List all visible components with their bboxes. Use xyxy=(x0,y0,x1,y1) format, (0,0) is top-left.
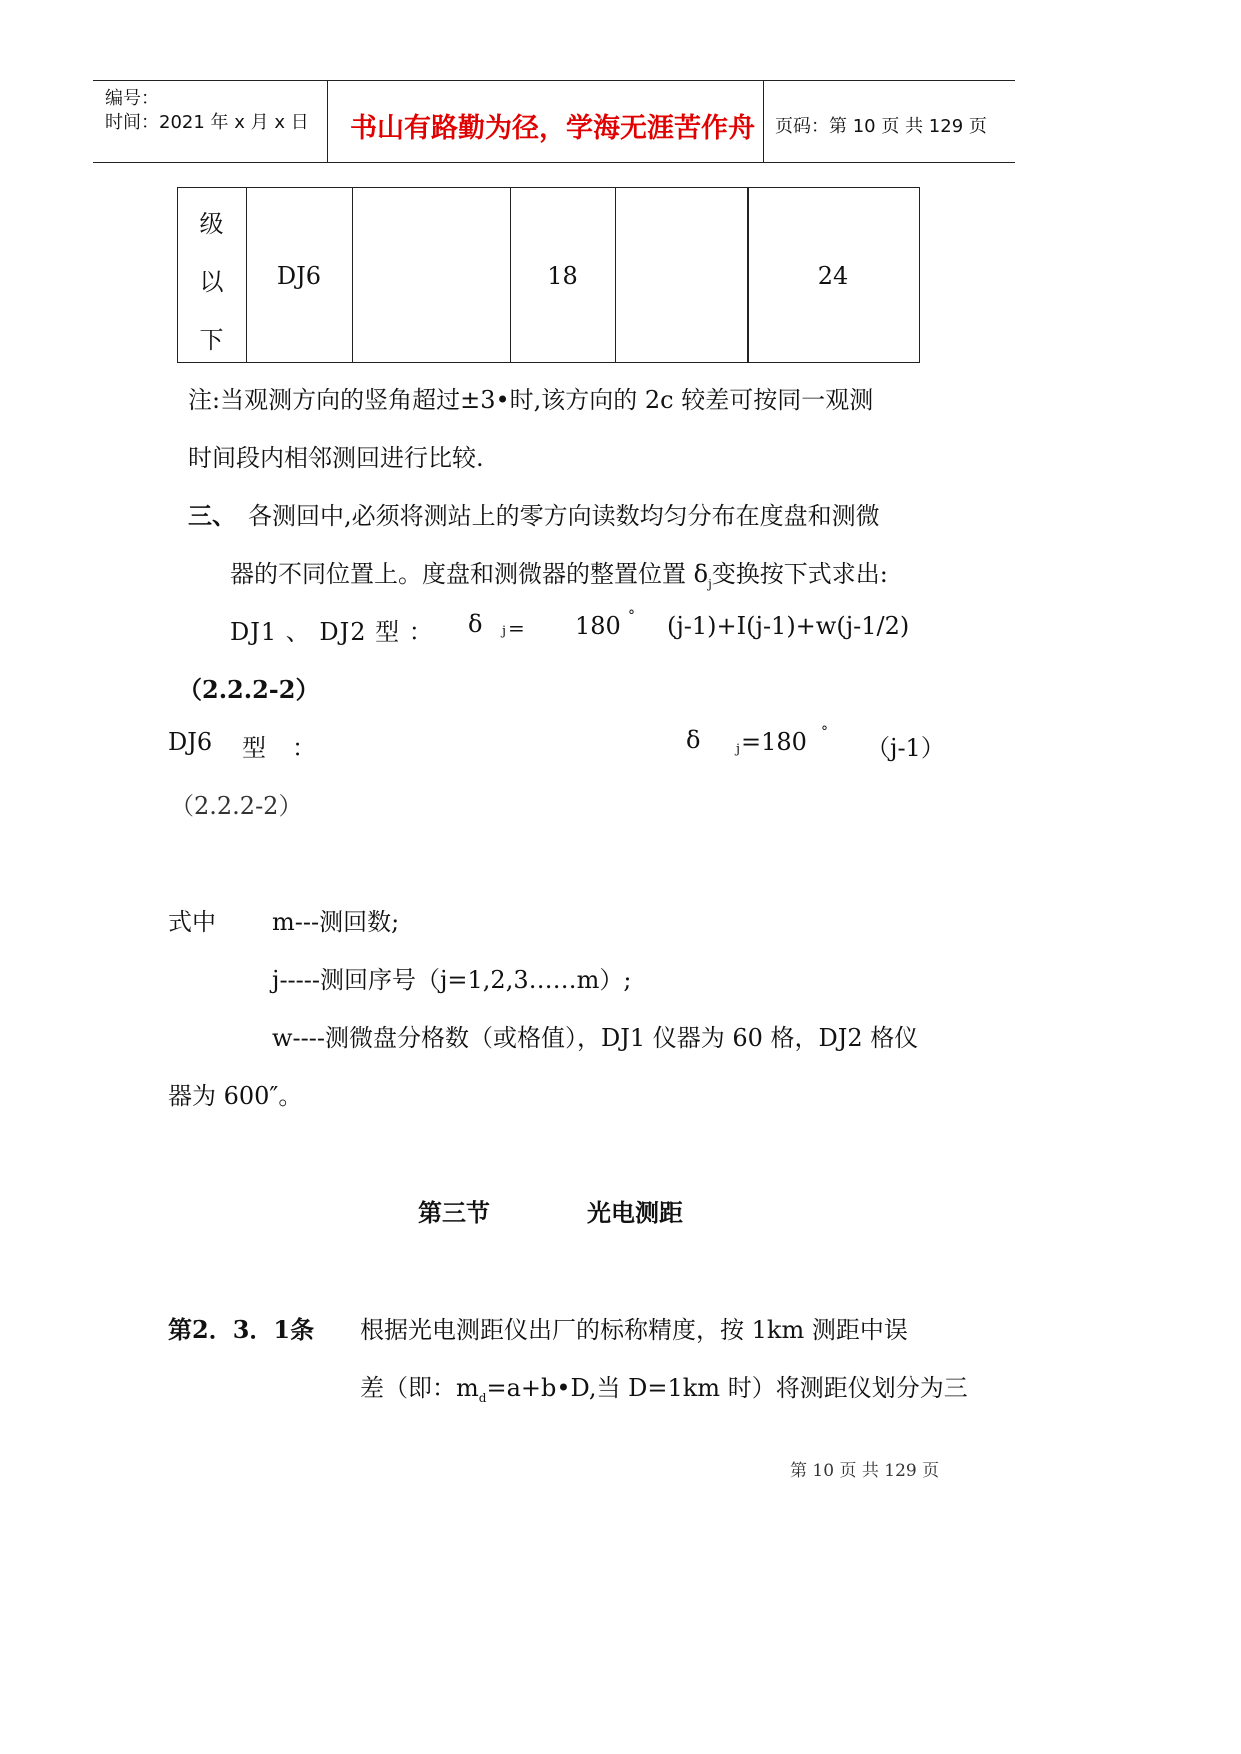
table-cell-value: 18 xyxy=(547,262,578,290)
where-m: m---测回数; xyxy=(272,908,400,936)
article-line-2-post: =a+b•D,当 D=1km 时）将测距仪划分为三 xyxy=(486,1374,968,1402)
formula2-delta: δ xyxy=(686,726,701,754)
table-cell-grade-1: 级 xyxy=(199,210,224,238)
formula2-value: =180 xyxy=(741,728,807,756)
table-cell-grade-2: 以 xyxy=(199,268,224,296)
where-w-line-2: 器为 600″。 xyxy=(168,1082,303,1110)
section-title: 光电测距 xyxy=(587,1198,683,1227)
formula2-degree: ° xyxy=(821,724,828,740)
article-line-2-pre: 差（即：m xyxy=(360,1374,479,1402)
note-line-2: 时间段内相邻测回进行比较. xyxy=(188,444,484,472)
section-number: 第三节 xyxy=(418,1198,490,1227)
table-col-border xyxy=(352,187,353,362)
item3-number: 三、 xyxy=(188,501,236,530)
note-line-1: 注:当观测方向的竖角超过±3•时,该方向的 2c 较差可按同一观测 xyxy=(188,386,874,414)
item3-line-2-sub: j xyxy=(708,577,712,591)
article-line-2 xyxy=(360,1368,968,1403)
table-cell-value: 24 xyxy=(817,262,849,290)
header-divider-right xyxy=(763,80,764,162)
formula1-degree: ° xyxy=(628,608,635,624)
header-top-rule xyxy=(93,80,1015,81)
item3-line-2-post: 变换按下式求出: xyxy=(711,560,888,588)
formula1-value: 180 xyxy=(575,612,621,640)
header-time-label: 时间：2021 年 x 月 x 日 xyxy=(105,112,309,133)
formula2-type-char: 型 xyxy=(242,734,266,762)
formula2-sub: j xyxy=(736,742,741,757)
formula1-eq: = xyxy=(508,616,525,640)
header-motto: 书山有路勤为径，学海无涯苦作舟 xyxy=(350,113,755,144)
table-top-border xyxy=(177,187,920,188)
where-label: 式中 xyxy=(168,908,216,936)
item3-line-1: 各测回中,必须将测站上的零方向读数均匀分布在度盘和测微 xyxy=(248,502,880,530)
formula2-type-label: DJ6 xyxy=(168,728,213,756)
formula2-ref: （2.2.2-2） xyxy=(170,792,303,820)
table-cell-grade-3: 下 xyxy=(199,326,224,354)
article-line-1: 根据光电测距仪出厂的标称精度，按 1km 测距中误 xyxy=(360,1316,908,1344)
article-line-2-sub: d xyxy=(478,1391,487,1405)
formula2-colon: ： xyxy=(292,734,316,762)
header-number-label: 编号： xyxy=(105,88,159,109)
header-divider-left xyxy=(327,80,328,162)
where-j: j-----测回序号（j=1,2,3……m）; xyxy=(272,966,632,994)
table-col-border xyxy=(615,187,616,362)
table-col-border xyxy=(919,187,920,362)
where-w-line-1: w----测微盘分格数（或格值），DJ1 仪器为 60 格，DJ2 格仪 xyxy=(272,1024,919,1052)
footer-page: 第 10 页 共 129 页 xyxy=(790,1461,940,1481)
formula1-ref: （2.2.2-2） xyxy=(178,675,320,704)
item3-line-2 xyxy=(230,554,888,589)
formula1-rest: (j-1)+I(j-1)+w(j-1/2) xyxy=(667,612,910,640)
table-cell-instrument: DJ6 xyxy=(276,262,322,290)
formula1-sub: j xyxy=(502,624,507,639)
article-label: 第2．3．1条 xyxy=(168,1315,315,1344)
formula1-type-label: DJ1 、 DJ2 型 ： xyxy=(230,618,434,646)
item3-line-2-pre: 器的不同位置上。度盘和测微器的整置位置 δ xyxy=(230,560,709,588)
table-bottom-border xyxy=(177,362,920,363)
header-page-label: 页码：第 10 页 共 129 页 xyxy=(775,116,987,137)
header-bottom-rule xyxy=(93,162,1015,163)
formula2-rest: （j-1） xyxy=(866,734,945,762)
formula1-delta: δ xyxy=(468,610,483,638)
